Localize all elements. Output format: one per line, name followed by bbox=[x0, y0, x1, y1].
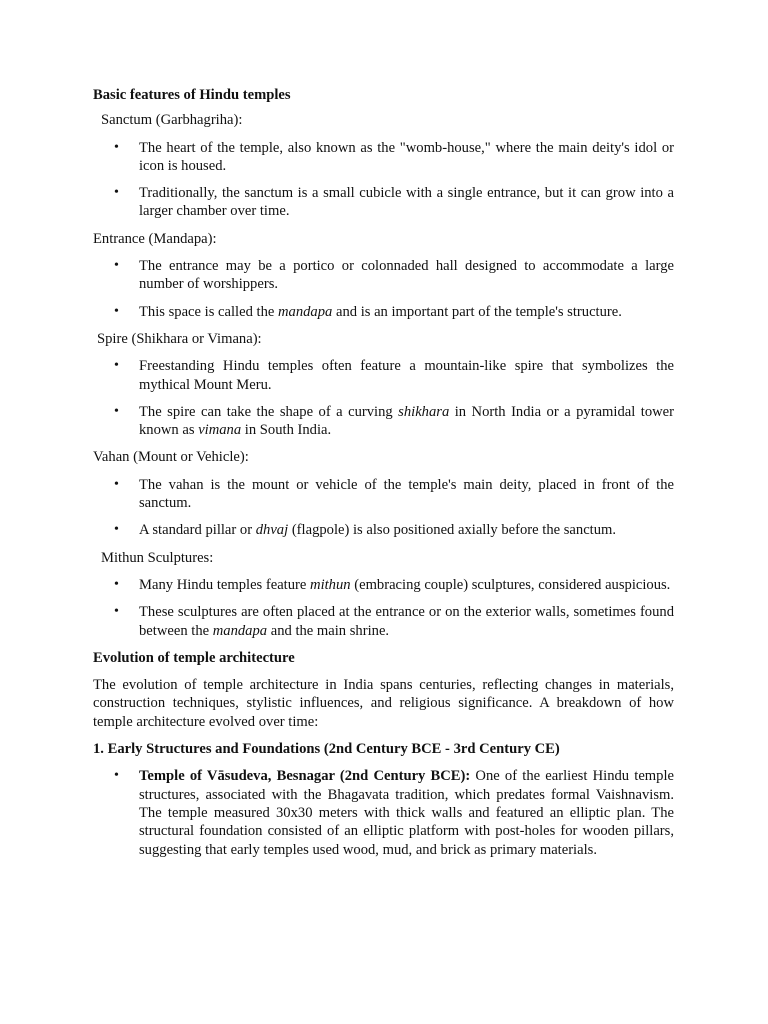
entrance-list bbox=[93, 257, 674, 321]
early-structures-heading: 1. Early Structures and Foundations (2nd Century BCE - 3rd Century CE) bbox=[93, 741, 560, 758]
section-label-vahan: Vahan (Mount or Vehicle): bbox=[93, 449, 249, 466]
list-item: • The vahan is the mount or vehicle of the temple's main deity, placed in front of the sanctum. bbox=[93, 476, 674, 513]
text-run: The spire can take the shape of a curving bbox=[139, 403, 399, 420]
text-run: and is an important part of the temple's structure. bbox=[332, 303, 622, 320]
mithun-list bbox=[93, 576, 674, 640]
list-item bbox=[93, 521, 674, 539]
text-run: One of the earliest Hindu temple structures, associated with the Bhagavata tradition, which predates formal Vaishnavism. The temple measured 30x30 meters with thick walls and featured an elliptic plan. The structural foundation consisted of an elliptic platform with post-holes for wooden pillars, suggesting that early temples used wood, mud, and brick as primary materials. bbox=[139, 768, 674, 858]
text-run: This space is called the bbox=[139, 303, 278, 320]
early-structures-list bbox=[93, 767, 674, 858]
list-item: • The entrance may be a portico or colonnaded hall designed to accommodate a large number of worshippers. bbox=[93, 257, 674, 294]
text-run: These sculptures are often placed at the entrance or on the exterior walls, sometimes found between the bbox=[139, 604, 674, 639]
emphasis-term: dhvaj bbox=[255, 522, 289, 539]
text-run: and the main shrine. bbox=[267, 622, 390, 639]
evolution-title: Evolution of temple architecture bbox=[93, 649, 295, 666]
section-label-mithun: Mithun Sculptures: bbox=[101, 549, 214, 566]
text-run: (flagpole) is also positioned axially before the sanctum. bbox=[288, 522, 617, 539]
list-item bbox=[93, 303, 674, 321]
text-run: Many Hindu temples feature bbox=[139, 576, 311, 593]
spire-list bbox=[93, 357, 674, 439]
emphasis-term: mithun bbox=[310, 576, 351, 593]
emphasis-term: shikhara bbox=[398, 403, 450, 420]
list-item: • Freestanding Hindu temples often feature a mountain-like spire that symbolizes the mythical Mount Meru. bbox=[93, 357, 674, 394]
section-label-entrance: Entrance (Mandapa): bbox=[93, 230, 217, 247]
list-item bbox=[93, 603, 674, 640]
section-label-spire: Spire (Shikhara or Vimana): bbox=[97, 330, 262, 347]
document-page bbox=[93, 86, 674, 868]
bold-lead: Temple of Vāsudeva, Besnagar (2nd Century BCE): bbox=[139, 768, 471, 785]
list-item: • The heart of the temple, also known as the "womb-house," where the main deity's idol or icon is housed. bbox=[93, 139, 674, 176]
vahan-list bbox=[93, 476, 674, 540]
evolution-intro: The evolution of temple architecture in India spans centuries, reflecting changes in materials, construction techniques, stylistic influences, and religious significance. A breakdown of how temple architecture evolved over time: bbox=[93, 677, 674, 730]
list-item bbox=[93, 403, 674, 440]
list-item bbox=[93, 576, 674, 594]
list-item: • Traditionally, the sanctum is a small cubicle with a single entrance, but it can grow into a larger chamber over time. bbox=[93, 184, 674, 221]
emphasis-term: vimana bbox=[198, 422, 242, 439]
section-label-sanctum: Sanctum (Garbhagriha): bbox=[101, 112, 243, 129]
sanctum-list bbox=[93, 139, 674, 221]
text-run: in North India or a pyramidal tower known as bbox=[139, 403, 674, 439]
text-run: (embracing couple) sculptures, considered auspicious. bbox=[350, 576, 671, 593]
text-run: in South India. bbox=[241, 422, 332, 439]
emphasis-term: mandapa bbox=[278, 303, 333, 320]
list-item bbox=[93, 767, 674, 858]
text-run: A standard pillar or bbox=[139, 522, 256, 539]
document-title: Basic features of Hindu temples bbox=[93, 87, 291, 103]
emphasis-term: mandapa bbox=[212, 622, 268, 639]
